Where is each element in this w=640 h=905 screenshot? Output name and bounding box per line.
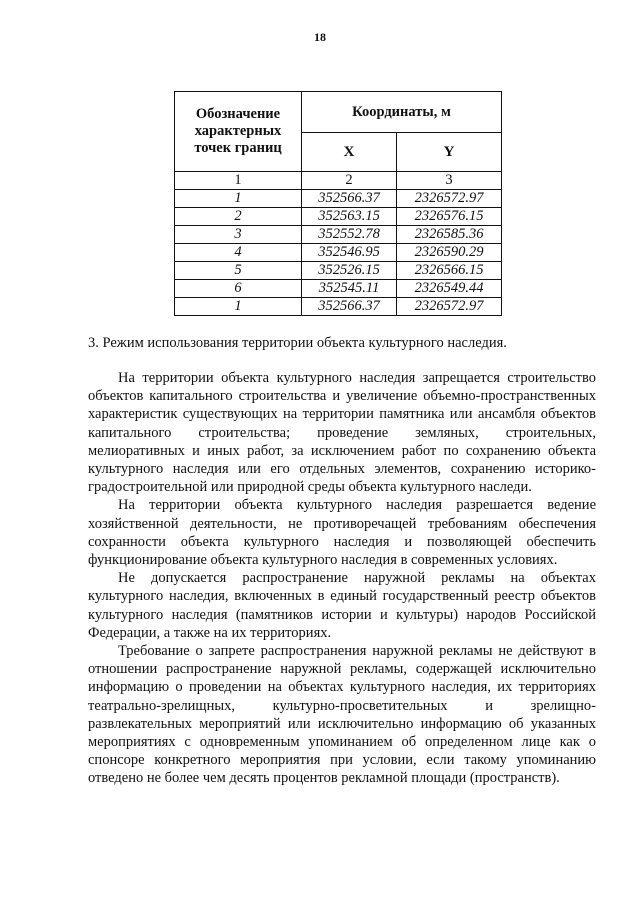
header-designation: Обозначение характерных точек границ: [175, 92, 302, 172]
table-row: [175, 208, 502, 226]
section-body: [88, 369, 596, 788]
table-row: [175, 298, 502, 316]
y-coordinate: 2326566.15: [397, 262, 502, 280]
column-index-row: [175, 172, 502, 190]
column-index: 2: [302, 172, 397, 190]
x-coordinate: 352546.95: [302, 244, 397, 262]
point-number: 5: [175, 262, 302, 280]
y-coordinate: 2326590.29: [397, 244, 502, 262]
y-coordinate: 2326585.36: [397, 226, 502, 244]
x-coordinate: 352526.15: [302, 262, 397, 280]
point-number: 1: [175, 298, 302, 316]
y-coordinate: 2326572.97: [397, 190, 502, 208]
x-coordinate: 352566.37: [302, 190, 397, 208]
header-coordinates: Координаты, м: [302, 92, 502, 133]
x-coordinate: 352563.15: [302, 208, 397, 226]
paragraph: На территории объекта культурного наследия разрешается ведение хозяйственной деятельности, не противоречащей требованиям обеспечения сохранности объекта культурного наследия и позволяющей обеспечить функционирование объекта культурного наследия в современных условиях.: [88, 497, 596, 569]
x-coordinate: 352552.78: [302, 226, 397, 244]
header-y: Y: [397, 133, 502, 172]
paragraph: Не допускается распространение наружной рекламы на объектах культурного наследия, включенных в единый государственный реестр объектов культурного наследия (памятников истории и культуры) народов Российской Федерации, а также на их территориях.: [88, 570, 596, 641]
point-number: 4: [175, 244, 302, 262]
coordinates-table: [174, 91, 502, 316]
paragraph: Требование о запрете распространения наружной рекламы не действуют в отношении распространение наружной рекламы, содержащей исключительно информацию о проведении на объектах культурного наследия, их территориях театрально-зрелищных, культурно-просветительных и зрелищно-развлекательных мероприятий или исключительно информацию об указанных мероприятиях с одновременным упоминанием об определенном лице как о спонсоре конкретного мероприятия при условии, если такому упоминанию отведено не более чем десять процентов рекламной площади (пространств).: [88, 643, 596, 787]
section-heading: 3. Режим использования территории объекта культурного наследия.: [88, 335, 507, 351]
point-number: 3: [175, 226, 302, 244]
column-index: 3: [397, 172, 502, 190]
y-coordinate: 2326549.44: [397, 280, 502, 298]
table-row: [175, 262, 502, 280]
point-number: 2: [175, 208, 302, 226]
point-number: 6: [175, 280, 302, 298]
column-index: 1: [175, 172, 302, 190]
point-number: 1: [175, 190, 302, 208]
table-row: [175, 280, 502, 298]
paragraph: На территории объекта культурного наследия запрещается строительство объектов капитального строительства и увеличение объемно-пространственных характеристик существующих на территории памятника или ансамбля объектов капитального строительства; проведение земляных, строительных, мелиоративных и иных работ, за исключением работ по сохранению объекта культурного наследия или его отдельных элементов, сохранению историко-градостроительной или природной среды объекта культурного наследи.: [88, 370, 596, 496]
y-coordinate: 2326572.97: [397, 298, 502, 316]
x-coordinate: 352545.11: [302, 280, 397, 298]
table-row: [175, 190, 502, 208]
x-coordinate: 352566.37: [302, 298, 397, 316]
y-coordinate: 2326576.15: [397, 208, 502, 226]
table-row: [175, 244, 502, 262]
page-number: 18: [314, 30, 326, 44]
header-x: X: [302, 133, 397, 172]
table-row: [175, 226, 502, 244]
